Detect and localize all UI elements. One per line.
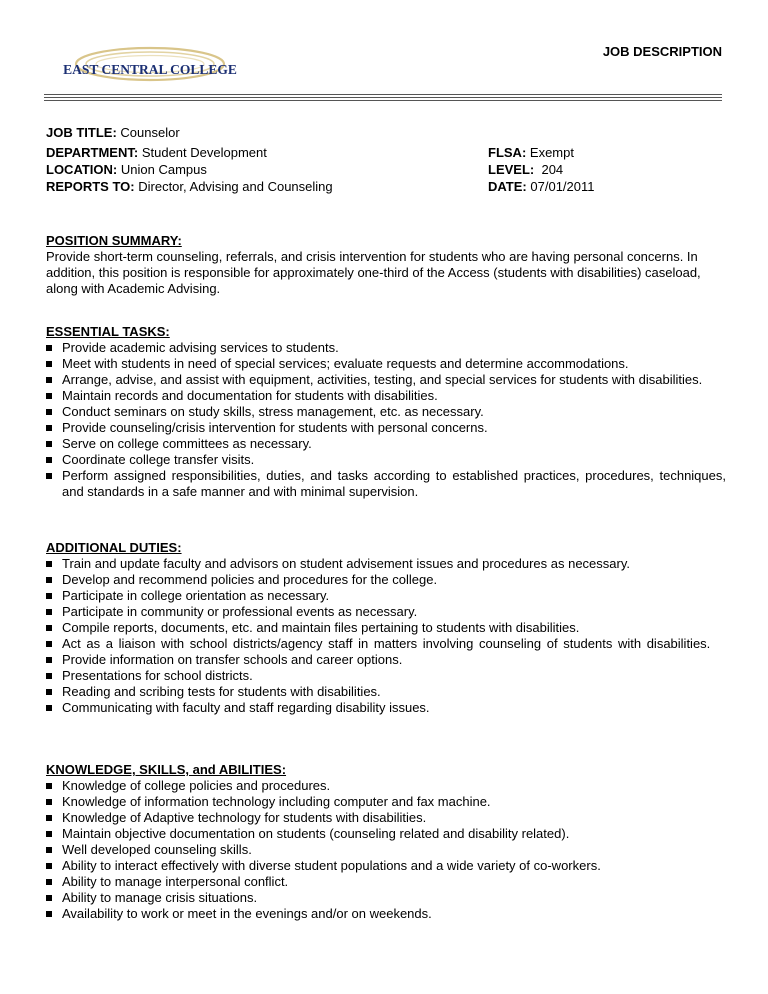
bullet-icon	[46, 911, 52, 917]
list-item: Well developed counseling skills.	[46, 842, 726, 858]
bullet-icon	[46, 361, 52, 367]
list-item: Coordinate college transfer visits.	[46, 452, 726, 468]
list-item: Maintain objective documentation on students (counseling related and disability related).	[46, 826, 726, 842]
bullet-icon	[46, 641, 52, 647]
bullet-icon	[46, 831, 52, 837]
location: Union Campus	[120, 162, 207, 177]
list-item: Maintain records and documentation for students with disabilities.	[46, 388, 726, 404]
list-item: Ability to manage crisis situations.	[46, 890, 726, 906]
bullet-icon	[46, 879, 52, 885]
list-item: Ability to manage interpersonal conflict.	[46, 874, 726, 890]
bullet-icon	[46, 393, 52, 399]
header-rule	[44, 100, 722, 101]
list-item: Ability to interact effectively with diverse student populations and a wide variety of co-workers.	[46, 858, 726, 874]
department-line: DEPARTMENT: Student Development	[46, 145, 267, 160]
list-item: Knowledge of information technology including computer and fax machine.	[46, 794, 726, 810]
list-item: Knowledge of Adaptive technology for students with disabilities.	[46, 810, 726, 826]
header-rule	[44, 97, 722, 98]
bullet-icon	[46, 409, 52, 415]
list-item: Perform assigned responsibilities, duties, and tasks according to established practices, procedures, techniques, and standards in a safe manner and with minimal supervision.	[46, 468, 726, 500]
bullet-icon	[46, 441, 52, 447]
level-line: LEVEL: 204	[488, 162, 564, 177]
list-item: Knowledge of college policies and procedures.	[46, 778, 726, 794]
bullet-icon	[46, 863, 52, 869]
section-heading: ADDITIONAL DUTIES:	[46, 540, 182, 555]
bullet-icon	[46, 847, 52, 853]
bullet-icon	[46, 705, 52, 711]
bullet-icon	[46, 625, 52, 631]
bullet-icon	[46, 673, 52, 679]
essential-list	[46, 340, 726, 500]
bullet-icon	[46, 815, 52, 821]
section-heading: POSITION SUMMARY:	[46, 233, 182, 248]
list-item: Provide counseling/crisis intervention for students with personal concerns.	[46, 420, 726, 436]
list-item: Participate in college orientation as necessary.	[46, 588, 726, 604]
list-item: Presentations for school districts.	[46, 668, 726, 684]
list-item: Communicating with faculty and staff regarding disability issues.	[46, 700, 726, 716]
position-summary	[46, 233, 726, 297]
list-item: Arrange, advise, and assist with equipment, activities, testing, and special services for students with disabilities.	[46, 372, 726, 388]
reports-to-line: REPORTS TO: Director, Advising and Counseling	[46, 179, 333, 194]
bullet-icon	[46, 609, 52, 615]
list-item: Serve on college committees as necessary.	[46, 436, 726, 452]
location-line: LOCATION: Union Campus	[46, 162, 207, 177]
bullet-icon	[46, 593, 52, 599]
list-item: Provide academic advising services to students.	[46, 340, 726, 356]
list-item: Develop and recommend policies and procedures for the college.	[46, 572, 726, 588]
list-item: Act as a liaison with school districts/agency staff in matters involving counseling of students with disabilities.	[46, 636, 726, 652]
job-title-line: JOB TITLE: Counselor	[46, 125, 180, 140]
list-item: Meet with students in need of special services; evaluate requests and determine accommodations.	[46, 356, 726, 372]
bullet-icon	[46, 345, 52, 351]
bullet-icon	[46, 689, 52, 695]
header-rule	[44, 94, 722, 95]
bullet-icon	[46, 577, 52, 583]
section-heading: KNOWLEDGE, SKILLS, and ABILITIES:	[46, 762, 287, 777]
document-type: JOB DESCRIPTION	[602, 44, 722, 59]
department: Student Development	[141, 145, 267, 160]
list-item: Compile reports, documents, etc. and maintain files pertaining to students with disabilities.	[46, 620, 726, 636]
college-logo	[50, 44, 250, 88]
logo-text: EAST CENTRAL COLLEGE	[63, 62, 237, 77]
reports-to: Director, Advising and Counseling	[138, 179, 333, 194]
ksa-list	[46, 778, 726, 922]
bullet-icon	[46, 561, 52, 567]
knowledge-skills-abilities	[46, 762, 726, 922]
bullet-icon	[46, 457, 52, 463]
level: 204	[541, 162, 564, 177]
additional-duties	[46, 540, 726, 716]
bullet-icon	[46, 895, 52, 901]
date: 07/01/2011	[530, 179, 595, 194]
additional-list	[46, 556, 726, 716]
list-item: Availability to work or meet in the evenings and/or on weekends.	[46, 906, 726, 922]
bullet-icon	[46, 783, 52, 789]
date-line: DATE: 07/01/2011	[488, 179, 595, 194]
list-item: Participate in community or professional events as necessary.	[46, 604, 726, 620]
list-item: Provide information on transfer schools and career options.	[46, 652, 726, 668]
list-item: Reading and scribing tests for students with disabilities.	[46, 684, 726, 700]
list-item: Train and update faculty and advisors on student advisement issues and procedures as necessary.	[46, 556, 726, 572]
essential-tasks	[46, 324, 726, 500]
bullet-icon	[46, 657, 52, 663]
bullet-icon	[46, 377, 52, 383]
job-meta	[46, 124, 726, 195]
section-heading: ESSENTIAL TASKS:	[46, 324, 170, 339]
bullet-icon	[46, 425, 52, 431]
bullet-icon	[46, 473, 52, 479]
flsa-line: FLSA: Exempt	[488, 145, 574, 160]
job-title: Counselor	[120, 125, 180, 140]
flsa: Exempt	[529, 145, 574, 160]
list-item: Conduct seminars on study skills, stress management, etc. as necessary.	[46, 404, 726, 420]
summary-text: Provide short-term counseling, referrals, and crisis intervention for students who are having personal concerns. In addition, this position is responsible for approximately one-third of the Access (students with disabilities) caseload, along with Academic Advising.	[46, 249, 701, 296]
bullet-icon	[46, 799, 52, 805]
